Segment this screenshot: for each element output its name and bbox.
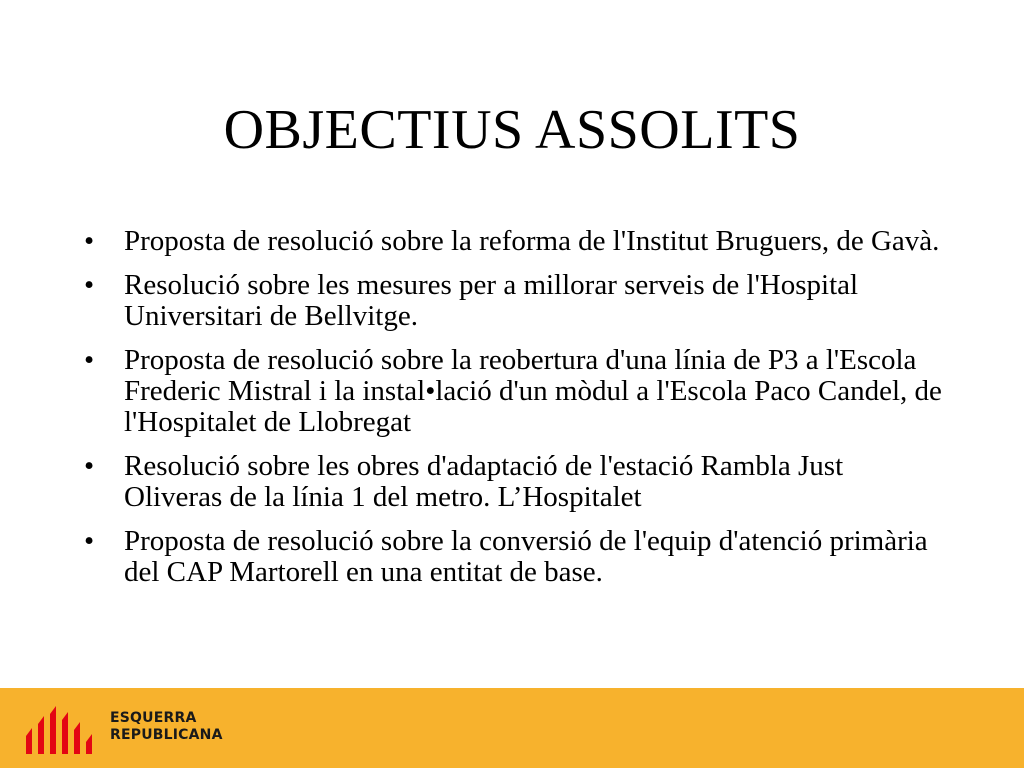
bullet-text: Resolució sobre les obres d'adaptació de l'estació Rambla Just Oliveras de la línia 1 del metro. L’Hospitalet — [124, 450, 844, 513]
logo-wordmark — [110, 710, 223, 744]
bullet-item — [84, 526, 944, 588]
bullet-text: Proposta de resolució sobre la reforma de l'Institut Bruguers, de Gavà. — [124, 225, 940, 257]
bullet-icon: • — [84, 225, 95, 257]
bullet-item — [84, 345, 944, 438]
bullet-icon: • — [84, 344, 95, 376]
logo-bars — [26, 706, 92, 754]
bullet-item — [84, 451, 944, 513]
bullet-item — [84, 226, 944, 257]
bullet-item — [84, 270, 944, 332]
erc-flag-bars-icon — [22, 706, 100, 754]
bullet-text: Proposta de resolució sobre la conversió de l'equip d'atenció primària del CAP Martorell en una entitat de base. — [124, 525, 928, 588]
footer-bar — [0, 688, 1024, 768]
bullet-icon: • — [84, 269, 95, 301]
bullet-icon: • — [84, 525, 95, 557]
bullet-text: Resolució sobre les mesures per a millorar serveis de l'Hospital Universitari de Bellvitge. — [124, 269, 859, 332]
logo-line-1: ESQUERRA — [110, 710, 197, 726]
logo-line-2: REPUBLICANA — [110, 727, 223, 743]
slide-title: OBJECTIUS ASSOLITS — [223, 99, 801, 161]
bullet-list — [84, 226, 944, 601]
bullet-text: Proposta de resolució sobre la reobertura d'una línia de P3 a l'Escola Frederic Mistral i la instal•lació d'un mòdul a l'Escola Paco Candel, de l'Hospitalet de Llobregat — [124, 344, 942, 438]
bullet-icon: • — [84, 450, 95, 482]
